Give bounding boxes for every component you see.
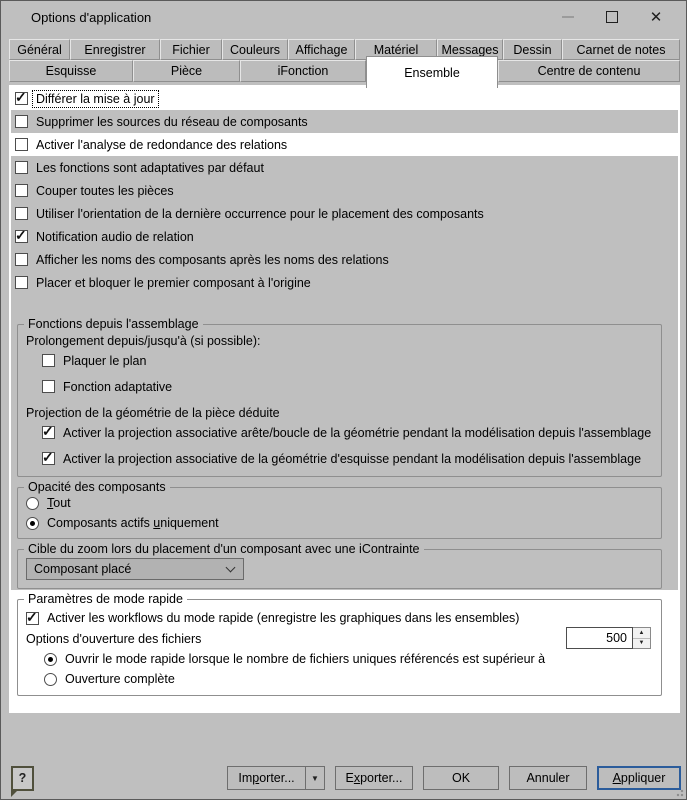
checkbox[interactable] bbox=[15, 89, 28, 105]
tab-piece[interactable]: Pièce bbox=[133, 60, 240, 82]
option-adaptive-default[interactable] bbox=[11, 156, 678, 179]
projection-label: Projection de la géométrie de la pièce déduite bbox=[26, 406, 280, 420]
resize-grip[interactable] bbox=[674, 787, 684, 797]
option-label[interactable]: Activer l'analyse de redondance des relations bbox=[36, 137, 288, 152]
option-associative-edge-loop-projection[interactable] bbox=[26, 422, 653, 443]
tab-row-2 bbox=[9, 60, 680, 88]
threshold-input[interactable]: 500 bbox=[566, 627, 633, 649]
option-audio-notification[interactable] bbox=[11, 225, 678, 248]
button-bar bbox=[227, 766, 681, 790]
export-button[interactable]: Exporter... bbox=[335, 766, 413, 790]
checkbox[interactable] bbox=[15, 227, 28, 243]
radio-option-all[interactable] bbox=[26, 493, 653, 513]
group-component-opacity bbox=[17, 480, 662, 539]
radio-button[interactable] bbox=[44, 653, 57, 666]
chevron-down-icon bbox=[226, 562, 236, 572]
file-open-options-label: Options d'ouverture des fichiers bbox=[26, 632, 202, 646]
check-icon: ✓ bbox=[42, 449, 54, 465]
tab-carnet-de-notes[interactable]: Carnet de notes bbox=[562, 39, 680, 60]
close-button[interactable] bbox=[634, 1, 678, 33]
tab-row-1 bbox=[9, 39, 680, 60]
check-icon: ✓ bbox=[15, 89, 27, 105]
file-threshold-spinner bbox=[566, 627, 651, 649]
checkbox[interactable] bbox=[15, 138, 28, 151]
apply-button[interactable]: Appliquer bbox=[597, 766, 681, 790]
checkbox[interactable] bbox=[42, 380, 55, 393]
radio-button[interactable] bbox=[26, 497, 39, 510]
extend-from-to-label: Prolongement depuis/jusqu'à (si possible): bbox=[26, 334, 261, 348]
option-label[interactable]: Ouvrir le mode rapide lorsque le nombre de fichiers uniques référencés est supérieur à bbox=[65, 652, 546, 666]
group-express-mode bbox=[17, 592, 662, 696]
checkbox[interactable] bbox=[42, 423, 55, 439]
tab-messages[interactable]: Messages bbox=[437, 39, 503, 60]
radio-option-open-express[interactable] bbox=[26, 649, 653, 669]
checkbox[interactable] bbox=[42, 354, 55, 367]
import-button[interactable]: Importer... bbox=[227, 766, 306, 790]
option-label[interactable]: Composants actifs uniquement bbox=[47, 516, 219, 530]
option-adaptive-feature[interactable] bbox=[26, 376, 653, 397]
import-dropdown-arrow[interactable] bbox=[305, 766, 325, 790]
minimize-button[interactable] bbox=[546, 1, 590, 33]
tab-general[interactable]: Général bbox=[9, 39, 70, 60]
option-label[interactable]: Activer la projection associative de la géométrie d'esquisse pendant la modélisation depuis l'assemblage bbox=[63, 451, 642, 466]
tab-affichage[interactable]: Affichage bbox=[288, 39, 355, 60]
help-button[interactable] bbox=[11, 766, 34, 791]
option-label[interactable]: Activer les workflows du mode rapide (enregistre les graphiques dans les ensembles) bbox=[47, 611, 520, 625]
checkbox[interactable] bbox=[15, 253, 28, 266]
option-express-workflows[interactable] bbox=[26, 607, 653, 629]
check-icon: ✓ bbox=[26, 608, 38, 625]
radio-option-active-only[interactable] bbox=[26, 513, 653, 533]
dialog-title: Options d'application bbox=[31, 9, 152, 25]
ok-button[interactable]: OK bbox=[423, 766, 499, 790]
check-icon: ✓ bbox=[15, 227, 27, 243]
option-label[interactable]: Afficher les noms des composants après les noms des relations bbox=[36, 252, 389, 267]
option-label[interactable]: Les fonctions sont adaptatives par défaut bbox=[36, 160, 264, 175]
cancel-button[interactable]: Annuler bbox=[509, 766, 587, 790]
tab-enregistrer[interactable]: Enregistrer bbox=[70, 39, 160, 60]
import-split-button bbox=[227, 766, 325, 790]
option-component-names-after-relations[interactable] bbox=[11, 248, 678, 271]
group-assembly-features bbox=[17, 317, 662, 477]
zoom-target-dropdown[interactable] bbox=[26, 558, 244, 580]
option-ground-first-component[interactable] bbox=[11, 271, 678, 294]
minimize-icon bbox=[562, 16, 574, 18]
spin-down-icon: ▼ bbox=[638, 640, 645, 647]
tab-fichier[interactable]: Fichier bbox=[160, 39, 222, 60]
option-label[interactable]: Couper toutes les pièces bbox=[36, 183, 174, 198]
tab-ifonction[interactable]: iFonction bbox=[240, 60, 366, 82]
option-section-all-parts[interactable] bbox=[11, 179, 678, 202]
footer bbox=[11, 765, 681, 791]
spin-up-button[interactable] bbox=[633, 628, 650, 639]
dropdown-arrow-icon: ▼ bbox=[311, 773, 319, 783]
checkbox[interactable] bbox=[15, 161, 28, 174]
group-title: Fonctions depuis l'assemblage bbox=[24, 317, 203, 332]
option-label[interactable]: Supprimer les sources du réseau de composants bbox=[36, 114, 308, 129]
checkbox[interactable] bbox=[15, 115, 28, 128]
maximize-button[interactable] bbox=[590, 1, 634, 33]
tab-couleurs[interactable]: Couleurs bbox=[222, 39, 288, 60]
tab-esquisse[interactable]: Esquisse bbox=[9, 60, 133, 82]
option-label[interactable]: Tout bbox=[47, 496, 71, 510]
option-last-occurrence-orientation[interactable] bbox=[11, 202, 678, 225]
option-label[interactable]: Notification audio de relation bbox=[36, 229, 194, 244]
option-redundancy-analysis[interactable] bbox=[11, 133, 678, 156]
tab-dessin[interactable]: Dessin bbox=[503, 39, 562, 60]
radio-button[interactable] bbox=[26, 517, 39, 530]
tab-centre-de-contenu[interactable]: Centre de contenu bbox=[498, 60, 680, 82]
ensemble-tab-panel bbox=[9, 85, 680, 713]
spinner-buttons bbox=[633, 627, 651, 649]
titlebar bbox=[1, 1, 686, 33]
option-flush-plane[interactable] bbox=[26, 350, 653, 371]
group-title: Paramètres de mode rapide bbox=[24, 592, 187, 607]
checkbox[interactable] bbox=[42, 449, 55, 465]
option-label[interactable]: Ouverture complète bbox=[65, 672, 175, 686]
option-label[interactable]: Différer la mise à jour bbox=[33, 91, 158, 107]
check-icon: ✓ bbox=[42, 423, 54, 439]
radio-option-open-full[interactable] bbox=[26, 669, 653, 689]
option-label[interactable]: Utiliser l'orientation de la dernière occurrence pour le placement des composants bbox=[36, 206, 484, 221]
tab-strip bbox=[9, 39, 680, 88]
express-mode-highlight-strip bbox=[11, 590, 678, 711]
option-label[interactable]: Activer la projection associative arête/boucle de la géométrie pendant la modélisation depuis l'assemblage bbox=[63, 425, 652, 440]
spin-up-icon: ▲ bbox=[638, 629, 645, 636]
option-associative-sketch-projection[interactable] bbox=[26, 448, 653, 469]
checkbox[interactable] bbox=[15, 276, 28, 289]
dropdown-selected-value: Composant placé bbox=[34, 562, 132, 576]
option-label[interactable]: Plaquer le plan bbox=[63, 353, 147, 368]
radio-button[interactable] bbox=[44, 673, 57, 686]
checkbox[interactable] bbox=[15, 184, 28, 197]
maximize-icon bbox=[606, 11, 618, 23]
tab-ensemble[interactable]: Ensemble bbox=[366, 56, 498, 88]
help-icon: ? bbox=[18, 771, 27, 785]
option-suppress-network-sources[interactable] bbox=[11, 110, 678, 133]
close-icon: ✕ bbox=[649, 8, 663, 26]
option-label[interactable]: Placer et bloquer le premier composant à l'origine bbox=[36, 275, 311, 290]
group-title: Cible du zoom lors du placement d'un composant avec une iContrainte bbox=[24, 542, 424, 557]
group-title: Opacité des composants bbox=[24, 480, 170, 495]
option-label[interactable]: Fonction adaptative bbox=[63, 379, 173, 394]
option-differ-update[interactable] bbox=[11, 87, 678, 110]
group-zoom-target bbox=[17, 542, 662, 589]
tab-materiel[interactable]: Matériel bbox=[355, 39, 437, 60]
checkbox[interactable] bbox=[26, 608, 39, 625]
spin-down-button[interactable] bbox=[633, 639, 650, 649]
checkbox[interactable] bbox=[15, 207, 28, 220]
